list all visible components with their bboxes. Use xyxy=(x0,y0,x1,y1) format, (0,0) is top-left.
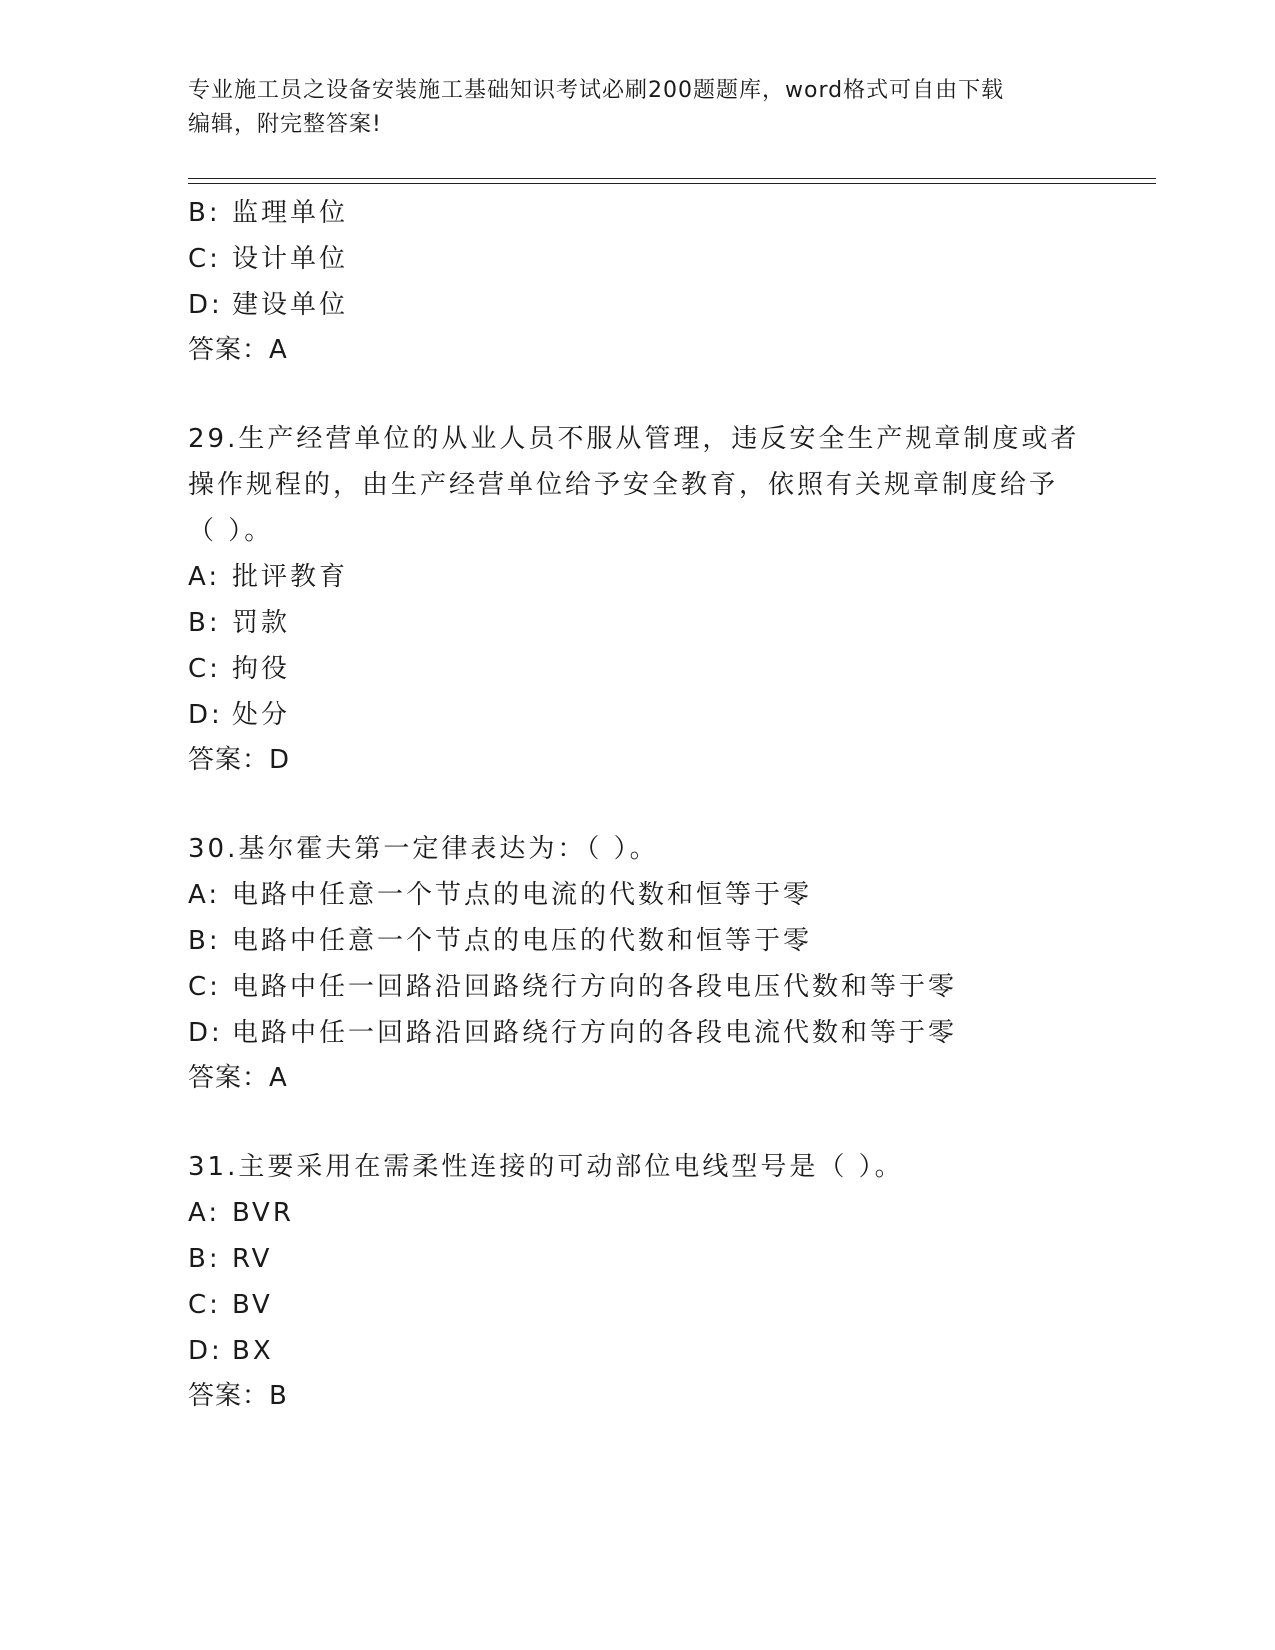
answer-line: 答案：B xyxy=(188,1381,288,1411)
option-key: B: xyxy=(188,926,221,956)
option-key: C: xyxy=(188,972,221,1002)
option-a xyxy=(188,554,1088,600)
question-28 xyxy=(188,190,1088,372)
option-text: RV xyxy=(232,1244,273,1274)
question-31 xyxy=(188,1144,1088,1418)
question-30 xyxy=(188,826,1088,1100)
option-c xyxy=(188,964,1088,1010)
option-text: BV xyxy=(232,1290,273,1320)
option-b xyxy=(188,1236,1088,1282)
option-text: BX xyxy=(232,1336,274,1366)
option-d xyxy=(188,1328,1088,1374)
option-key: D: xyxy=(188,290,223,320)
question-stem-line1: 31.主要采用在需柔性连接的可动部位电线型号是（ ）。 xyxy=(188,1152,904,1182)
option-text: 电路中任一回路沿回路绕行方向的各段电流代数和等于零 xyxy=(232,1018,958,1048)
document-header xyxy=(188,74,1088,142)
option-key: B: xyxy=(188,198,221,228)
option-a xyxy=(188,872,1088,918)
option-c xyxy=(188,1282,1088,1328)
option-text: 建设单位 xyxy=(232,290,349,320)
option-key: C: xyxy=(188,244,221,274)
option-text: 电路中任意一个节点的电压的代数和恒等于零 xyxy=(232,926,813,956)
option-c xyxy=(188,646,1088,692)
option-text: 电路中任意一个节点的电流的代数和恒等于零 xyxy=(232,880,813,910)
header-divider-bottom xyxy=(188,183,1156,184)
option-text: 电路中任一回路沿回路绕行方向的各段电压代数和等于零 xyxy=(232,972,958,1002)
option-text: 处分 xyxy=(232,700,291,730)
header-divider-top xyxy=(188,178,1156,179)
option-text: 监理单位 xyxy=(232,198,349,228)
option-key: B: xyxy=(188,1244,221,1274)
option-key: C: xyxy=(188,1290,221,1320)
spacer xyxy=(188,782,1088,826)
question-29 xyxy=(188,416,1088,782)
question-stem-line3: （ ）。 xyxy=(188,516,274,546)
answer-line: 答案：A xyxy=(188,1063,288,1093)
option-text: 批评教育 xyxy=(232,562,349,592)
option-key: A: xyxy=(188,562,221,592)
option-a xyxy=(188,1190,1088,1236)
question-list xyxy=(188,190,1088,1418)
answer-line: 答案：A xyxy=(188,335,288,365)
option-key: A: xyxy=(188,880,221,910)
option-b xyxy=(188,918,1088,964)
option-key: C: xyxy=(188,654,221,684)
option-key: B: xyxy=(188,608,221,638)
spacer xyxy=(188,372,1088,416)
option-key: D: xyxy=(188,1018,223,1048)
option-b xyxy=(188,190,1088,236)
question-stem-line1: 30.基尔霍夫第一定律表达为：（ ）。 xyxy=(188,834,659,864)
option-text: 设计单位 xyxy=(232,244,349,274)
option-c xyxy=(188,236,1088,282)
option-key: D: xyxy=(188,1336,223,1366)
option-text: 拘役 xyxy=(232,654,291,684)
spacer xyxy=(188,1100,1088,1144)
option-d xyxy=(188,1010,1088,1056)
option-key: D: xyxy=(188,700,223,730)
answer-line: 答案：D xyxy=(188,745,291,775)
question-stem-line1: 29.生产经营单位的从业人员不服从管理，违反安全生产规章制度或者 xyxy=(188,424,1080,454)
option-b xyxy=(188,600,1088,646)
option-key: A: xyxy=(188,1198,221,1228)
header-title-line1: 专业施工员之设备安装施工基础知识考试必刷200题题库，word格式可自由下载 xyxy=(188,78,1005,103)
header-title-line2: 编辑，附完整答案! xyxy=(188,112,382,137)
option-text: 罚款 xyxy=(232,608,291,638)
option-d xyxy=(188,692,1088,738)
option-d xyxy=(188,282,1088,328)
question-stem-line2: 操作规程的，由生产经营单位给予安全教育，依照有关规章制度给予 xyxy=(188,470,1059,500)
option-text: BVR xyxy=(232,1198,294,1228)
